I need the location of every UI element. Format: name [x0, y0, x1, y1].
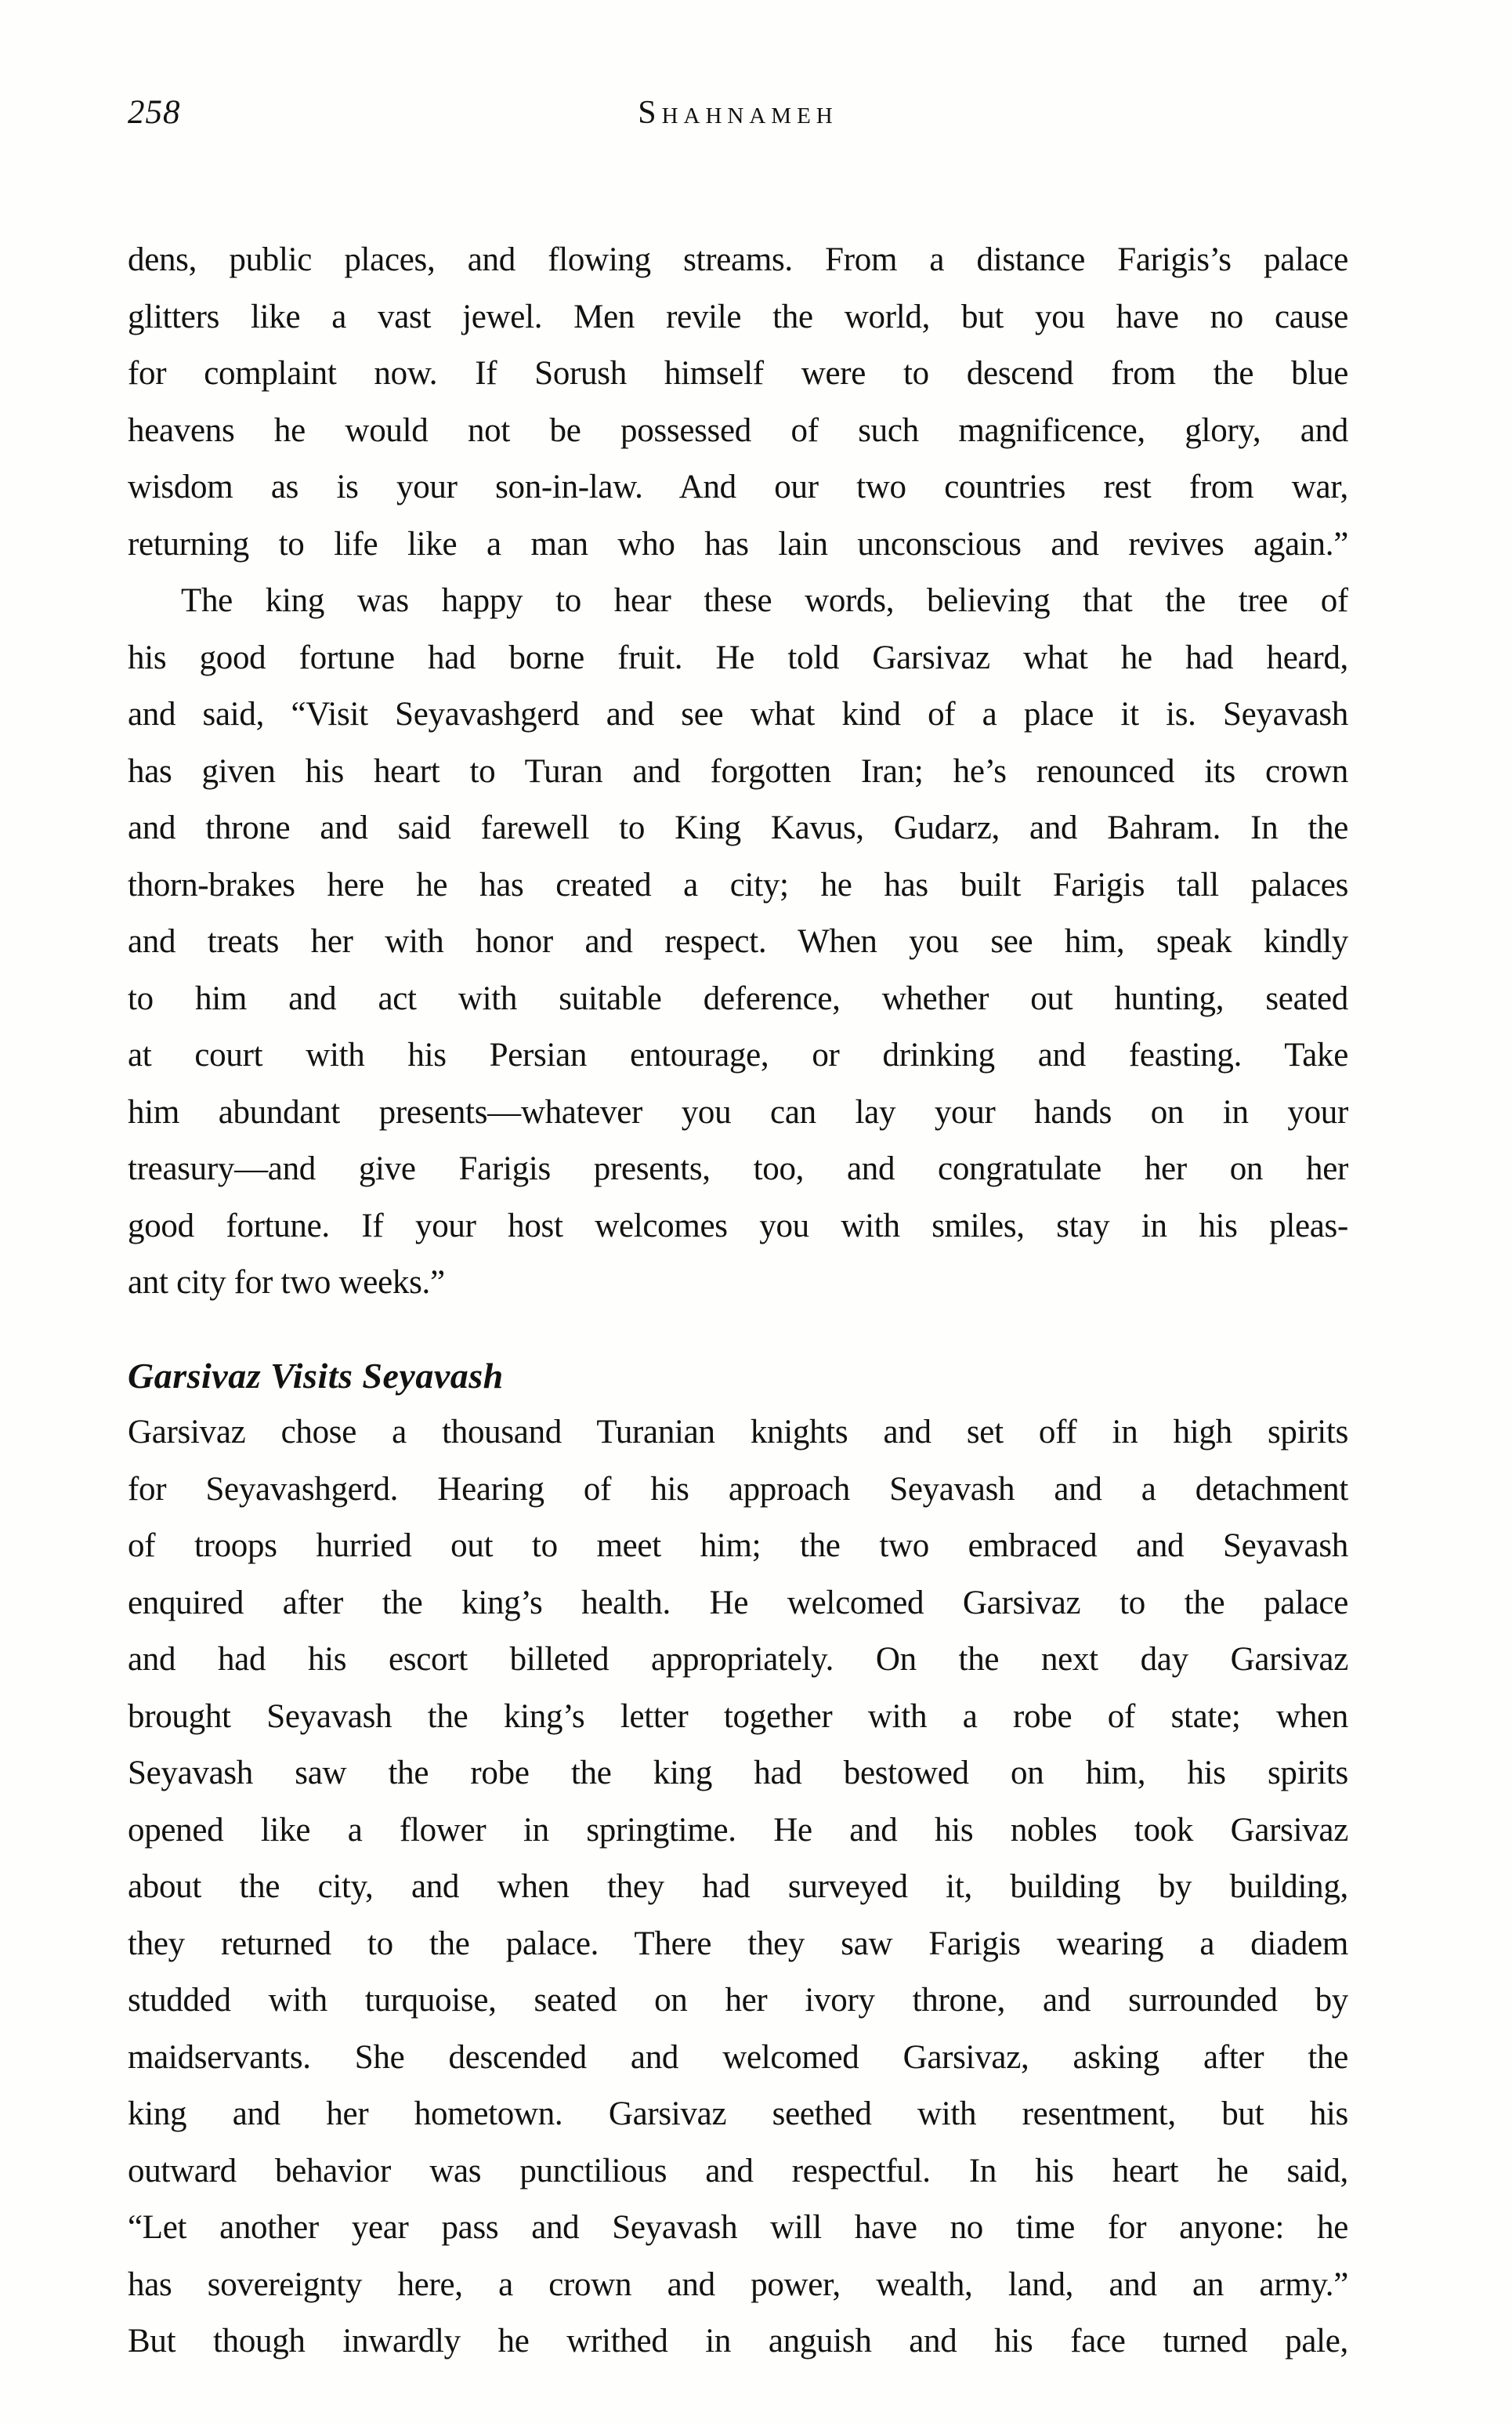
text-line: dens, public places, and flowing streams. From a distance Farigis’s palace [128, 241, 1348, 278]
text-line: outward behavior was punctilious and respectful. In his heart he said, [128, 2152, 1348, 2189]
text-line: has sovereignty here, a crown and power, wealth, land, and an army.” [128, 2265, 1348, 2303]
text-line: opened like a flower in springtime. He and his nobles took Garsivaz [128, 1811, 1348, 1849]
text-line: treasury—and give Farigis presents, too, and congratulate her on her [128, 1150, 1348, 1187]
text-line: of troops hurried out to meet him; the two embraced and Seyavash [128, 1527, 1348, 1564]
text-line: has given his heart to Turan and forgotten Iran; he’s renounced its crown [128, 752, 1348, 790]
text-line: ant city for two weeks.” [128, 1264, 445, 1301]
text-line: his good fortune had borne fruit. He told Garsivaz what he had heard, [128, 639, 1348, 676]
text-line: for Seyavashgerd. Hearing of his approach Seyavash and a detachment [128, 1470, 1348, 1508]
text-line: heavens he would not be possessed of such magnificence, glory, and [128, 411, 1348, 449]
text-line: thorn-brakes here he has created a city; he has built Farigis tall palaces [128, 866, 1348, 904]
text-line: The king was happy to hear these words, believing that the tree of [181, 582, 1348, 619]
text-line: and throne and said farewell to King Kavus, Gudarz, and Bahram. In the [128, 809, 1348, 846]
text-line: But though inwardly he writhed in anguish and his face turned pale, [128, 2323, 1348, 2360]
running-head [128, 92, 1348, 139]
text-line: for complaint now. If Sorush himself were to descend from the blue [128, 355, 1348, 392]
text-line: brought Seyavash the king’s letter together with a robe of state; when [128, 1697, 1348, 1735]
running-title: Shahnameh [638, 95, 838, 131]
text-line: and said, “Visit Seyavashgerd and see what kind of a place it is. Seyavash [128, 696, 1348, 733]
text-line: wisdom as is your son-in-law. And our two countries rest from war, [128, 469, 1348, 505]
text-line: him abundant presents—whatever you can lay your hands on in your [128, 1093, 1348, 1131]
page-number: 258 [128, 94, 181, 131]
text-line: studded with turquoise, seated on her ivory throne, and surrounded by [128, 1982, 1348, 2019]
paragraph [128, 1404, 1348, 2370]
text-line: glitters like a vast jewel. Men revile the world, but you have no cause [128, 298, 1348, 335]
text-line: good fortune. If your host welcomes you with smiles, stay in his pleas- [128, 1207, 1348, 1244]
text-line: they returned to the palace. There they saw Farigis wearing a diadem [128, 1925, 1348, 1962]
text-line: about the city, and when they had surveyed it, building by building, [128, 1868, 1348, 1905]
text-line: Garsivaz chose a thousand Turanian knights and set off in high spirits [128, 1414, 1348, 1451]
text-line: “Let another year pass and Seyavash will have no time for anyone: he [128, 2209, 1348, 2246]
section-heading: Garsivaz Visits Seyavash [128, 1355, 504, 1396]
text-line: maidservants. She descended and welcomed Garsivaz, asking after the [128, 2038, 1348, 2076]
page-body [128, 232, 1348, 2370]
text-line: to him and act with suitable deference, whether out hunting, seated [128, 980, 1348, 1017]
text-line: returning to life like a man who has lain unconscious and revives again.” [128, 525, 1348, 563]
paragraph [128, 573, 1348, 1312]
text-line: at court with his Persian entourage, or drinking and feasting. Take [128, 1037, 1348, 1074]
text-line: king and her hometown. Garsivaz seethed with resentment, but his [128, 2095, 1348, 2132]
text-line: enquired after the king’s health. He welcomed Garsivaz to the palace [128, 1584, 1348, 1621]
text-line: and had his escort billeted appropriately. On the next day Garsivaz [128, 1641, 1348, 1678]
paragraph [128, 232, 1348, 573]
text-line: Seyavash saw the robe the king had bestowed on him, his spirits [128, 1755, 1348, 1791]
text-line: and treats her with honor and respect. When you see him, speak kindly [128, 923, 1348, 960]
